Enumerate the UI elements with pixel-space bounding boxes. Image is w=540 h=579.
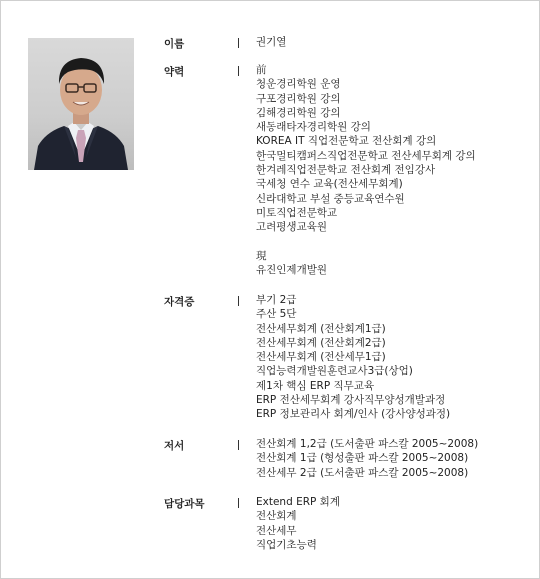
list-item: 직업기초능력 bbox=[256, 538, 317, 551]
list-item bbox=[256, 235, 476, 249]
list-item: 유진인제개발원 bbox=[256, 264, 328, 277]
list-item: 새동래타자경리학원 강의 bbox=[256, 121, 371, 134]
list-item: 국세청 연수 교육(전산세무회계) bbox=[256, 178, 403, 191]
subjects-list bbox=[256, 495, 340, 552]
separator-bar bbox=[238, 66, 239, 76]
list-item: ERP 전산세무회계 강사직무양성개발과정 bbox=[256, 394, 446, 407]
list-item: 김해경리학원 강의 bbox=[256, 106, 341, 119]
list-item: 전산세무 bbox=[256, 524, 297, 537]
books-label: 저서 bbox=[164, 440, 185, 452]
separator-bar bbox=[238, 38, 239, 48]
list-item: 전산세무회계 (전산회계1급) bbox=[256, 322, 386, 335]
list-item: KOREA IT 직업전문학교 전산회계 강의 bbox=[256, 135, 437, 148]
separator-bar bbox=[238, 440, 239, 450]
list-item: 前 bbox=[256, 64, 267, 76]
list-item: 청운경리학원 운영 bbox=[256, 78, 341, 91]
profile-photo bbox=[28, 38, 134, 170]
list-item: 구포경리학원 강의 bbox=[256, 92, 341, 105]
certifications-label: 자격증 bbox=[164, 296, 195, 308]
separator-bar bbox=[238, 296, 239, 306]
separator-bar bbox=[238, 498, 239, 508]
list-item: 주산 5단 bbox=[256, 308, 297, 321]
list-item: Extend ERP 회계 bbox=[256, 496, 340, 508]
career-label: 약력 bbox=[164, 66, 185, 78]
certifications-list bbox=[256, 293, 450, 422]
list-item: 한국멀티캠퍼스직업전문학교 전산세무회계 강의 bbox=[256, 149, 476, 162]
list-item: 고려평생교육원 bbox=[256, 221, 328, 234]
list-item: 부기 2급 bbox=[256, 294, 297, 306]
list-item: 제1차 핵심 ERP 직무교육 bbox=[256, 379, 375, 392]
list-item: 미토직업전문학교 bbox=[256, 206, 338, 219]
subjects-label: 담당과목 bbox=[164, 498, 205, 510]
list-item: 전산회계 bbox=[256, 510, 297, 523]
list-item: 전산세무 2급 (도서출판 파스칼 2005~2008) bbox=[256, 466, 469, 479]
list-item: 전산회계 1급 (형성출판 파스칼 2005~2008) bbox=[256, 452, 469, 465]
list-item: 전산세무회계 (전산회계2급) bbox=[256, 336, 386, 349]
name-label: 이름 bbox=[164, 38, 185, 50]
list-item: 전산회계 1,2급 (도서출판 파스칼 2005~2008) bbox=[256, 438, 479, 450]
list-item: 現 bbox=[256, 249, 267, 262]
books-list bbox=[256, 437, 478, 480]
list-item: ERP 정보관리사 회계/인사 (강사양성과정) bbox=[256, 408, 451, 421]
name-value-container bbox=[256, 35, 286, 49]
list-item: 직업능력개발원훈련교사3급(상업) bbox=[256, 365, 413, 378]
list-item: 전산세무회계 (전산세무1급) bbox=[256, 351, 386, 364]
list-item: 한겨레직업전문학교 전산회계 전임강사 bbox=[256, 164, 436, 177]
list-item: 신라대학교 부설 중등교육연수원 bbox=[256, 192, 405, 205]
profile-name: 권기열 bbox=[256, 36, 287, 48]
career-list bbox=[256, 63, 476, 277]
